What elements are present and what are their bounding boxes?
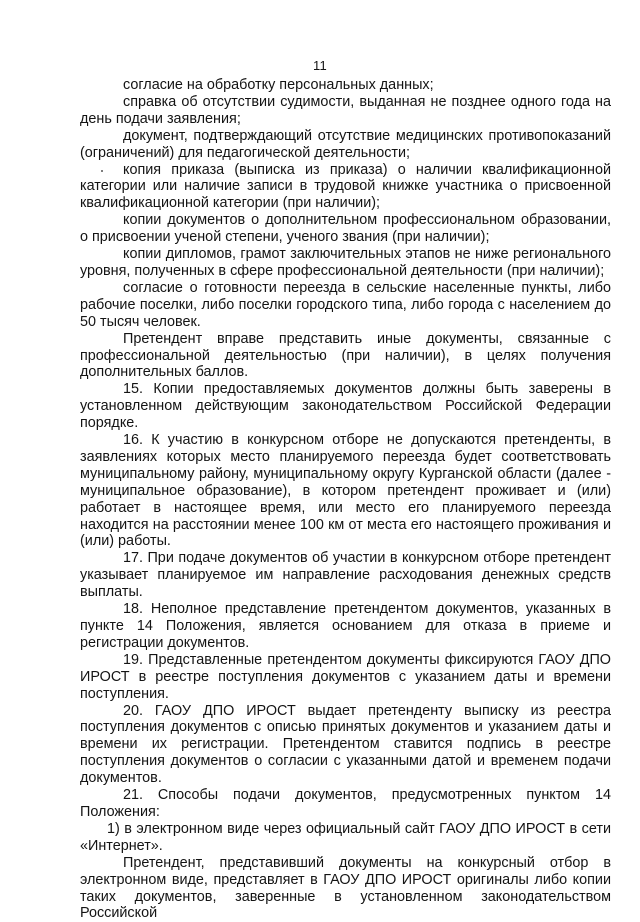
paragraph-item-20: 20. ГАОУ ДПО ИРОСТ выдает претенденту выписку из реестра поступления документов с описью принятых документов и указанием даты и времени их регистрации. Претендентом ставится подпись в реестре поступления документов о согласии с указанными датой и временем подачи документов.	[80, 702, 611, 787]
page-number: 11	[312, 58, 328, 73]
paragraph-applicant-originals: Претендент, представивший документы на конкурсный отбор в электронном виде, представляет в ГАОУ ДПО ИРОСТ оригиналы либо копии таких документов, заверенные в установленном законодательством Российской	[80, 854, 611, 922]
paragraph-diplomas: копии дипломов, грамот заключительных этапов не ниже регионального уровня, полученных в сфере профессиональной деятельности (при наличии);	[80, 246, 611, 279]
paragraph-additional-education: копии документов о дополнительном профессиональном образовании, о присвоении ученой степени, ученого звания (при наличии);	[80, 212, 611, 246]
document-body	[80, 77, 611, 922]
paragraph-medical-document: документ, подтверждающий отсутствие медицинских противопоказаний (ограничений) для педагогической деятельности;	[80, 127, 611, 161]
paragraph-other-documents: Претендент вправе представить иные документы, связанные с профессиональной деятельностью (при наличии), в целях получения дополнительных баллов.	[80, 330, 611, 381]
paragraph-qualification-order: копия приказа (выписка из приказа) о наличии квалификационной категории или наличие записи в трудовой книжке участника о присвоенной квалификационной категории (при наличии);	[80, 161, 611, 212]
paragraph-item-15: 15. Копии предоставляемых документов должны быть заверены в установленном действующим законодательством Российской Федерации порядке.	[80, 381, 611, 432]
paragraph-item-21: 21. Способы подачи документов, предусмотренных пунктом 14 Положения:	[80, 787, 611, 820]
paragraph-item-18: 18. Неполное представление претендентом документов, указанных в пункте 14 Положения, является основанием для отказа в приеме и регистрации документов.	[80, 601, 611, 651]
paragraph-item-16: 16. К участию в конкурсном отборе не допускаются претенденты, в заявлениях которых место планируемого переезда будет соответствовать муниципальному району, муниципальному округу Курганской области (далее - муниципальное образование), в котором претендент проживает и (или) работает в настоящее время, или место его планируемого переезда находится на расстоянии менее 100 км от места его настоящего проживания и (или) работы.	[80, 432, 611, 550]
paragraph-item-19: 19. Представленные претендентом документы фиксируются ГАОУ ДПО ИРОСТ в реестре поступления документов с указанием даты и времени поступления.	[80, 651, 611, 702]
paragraph-no-criminal-record: справка об отсутствии судимости, выданная не позднее одного года на день подачи заявления;	[80, 93, 611, 127]
paragraph-item-21-subitem-1: 1) в электронном виде через официальный сайт ГАОУ ДПО ИРОСТ в сети «Интернет».	[80, 820, 611, 854]
paragraph-item-17: 17. При подаче документов об участии в конкурсном отборе претендент указывает планируемое им направление расходования денежных средств выплаты.	[80, 550, 611, 601]
paragraph-relocation-consent: согласие о готовности переезда в сельские населенные пункты, либо рабочие поселки, либо поселки городского типа, либо города с населением до 50 тысяч человек.	[80, 279, 611, 330]
paragraph-consent-personal-data: согласие на обработку персональных данных;	[123, 77, 434, 93]
